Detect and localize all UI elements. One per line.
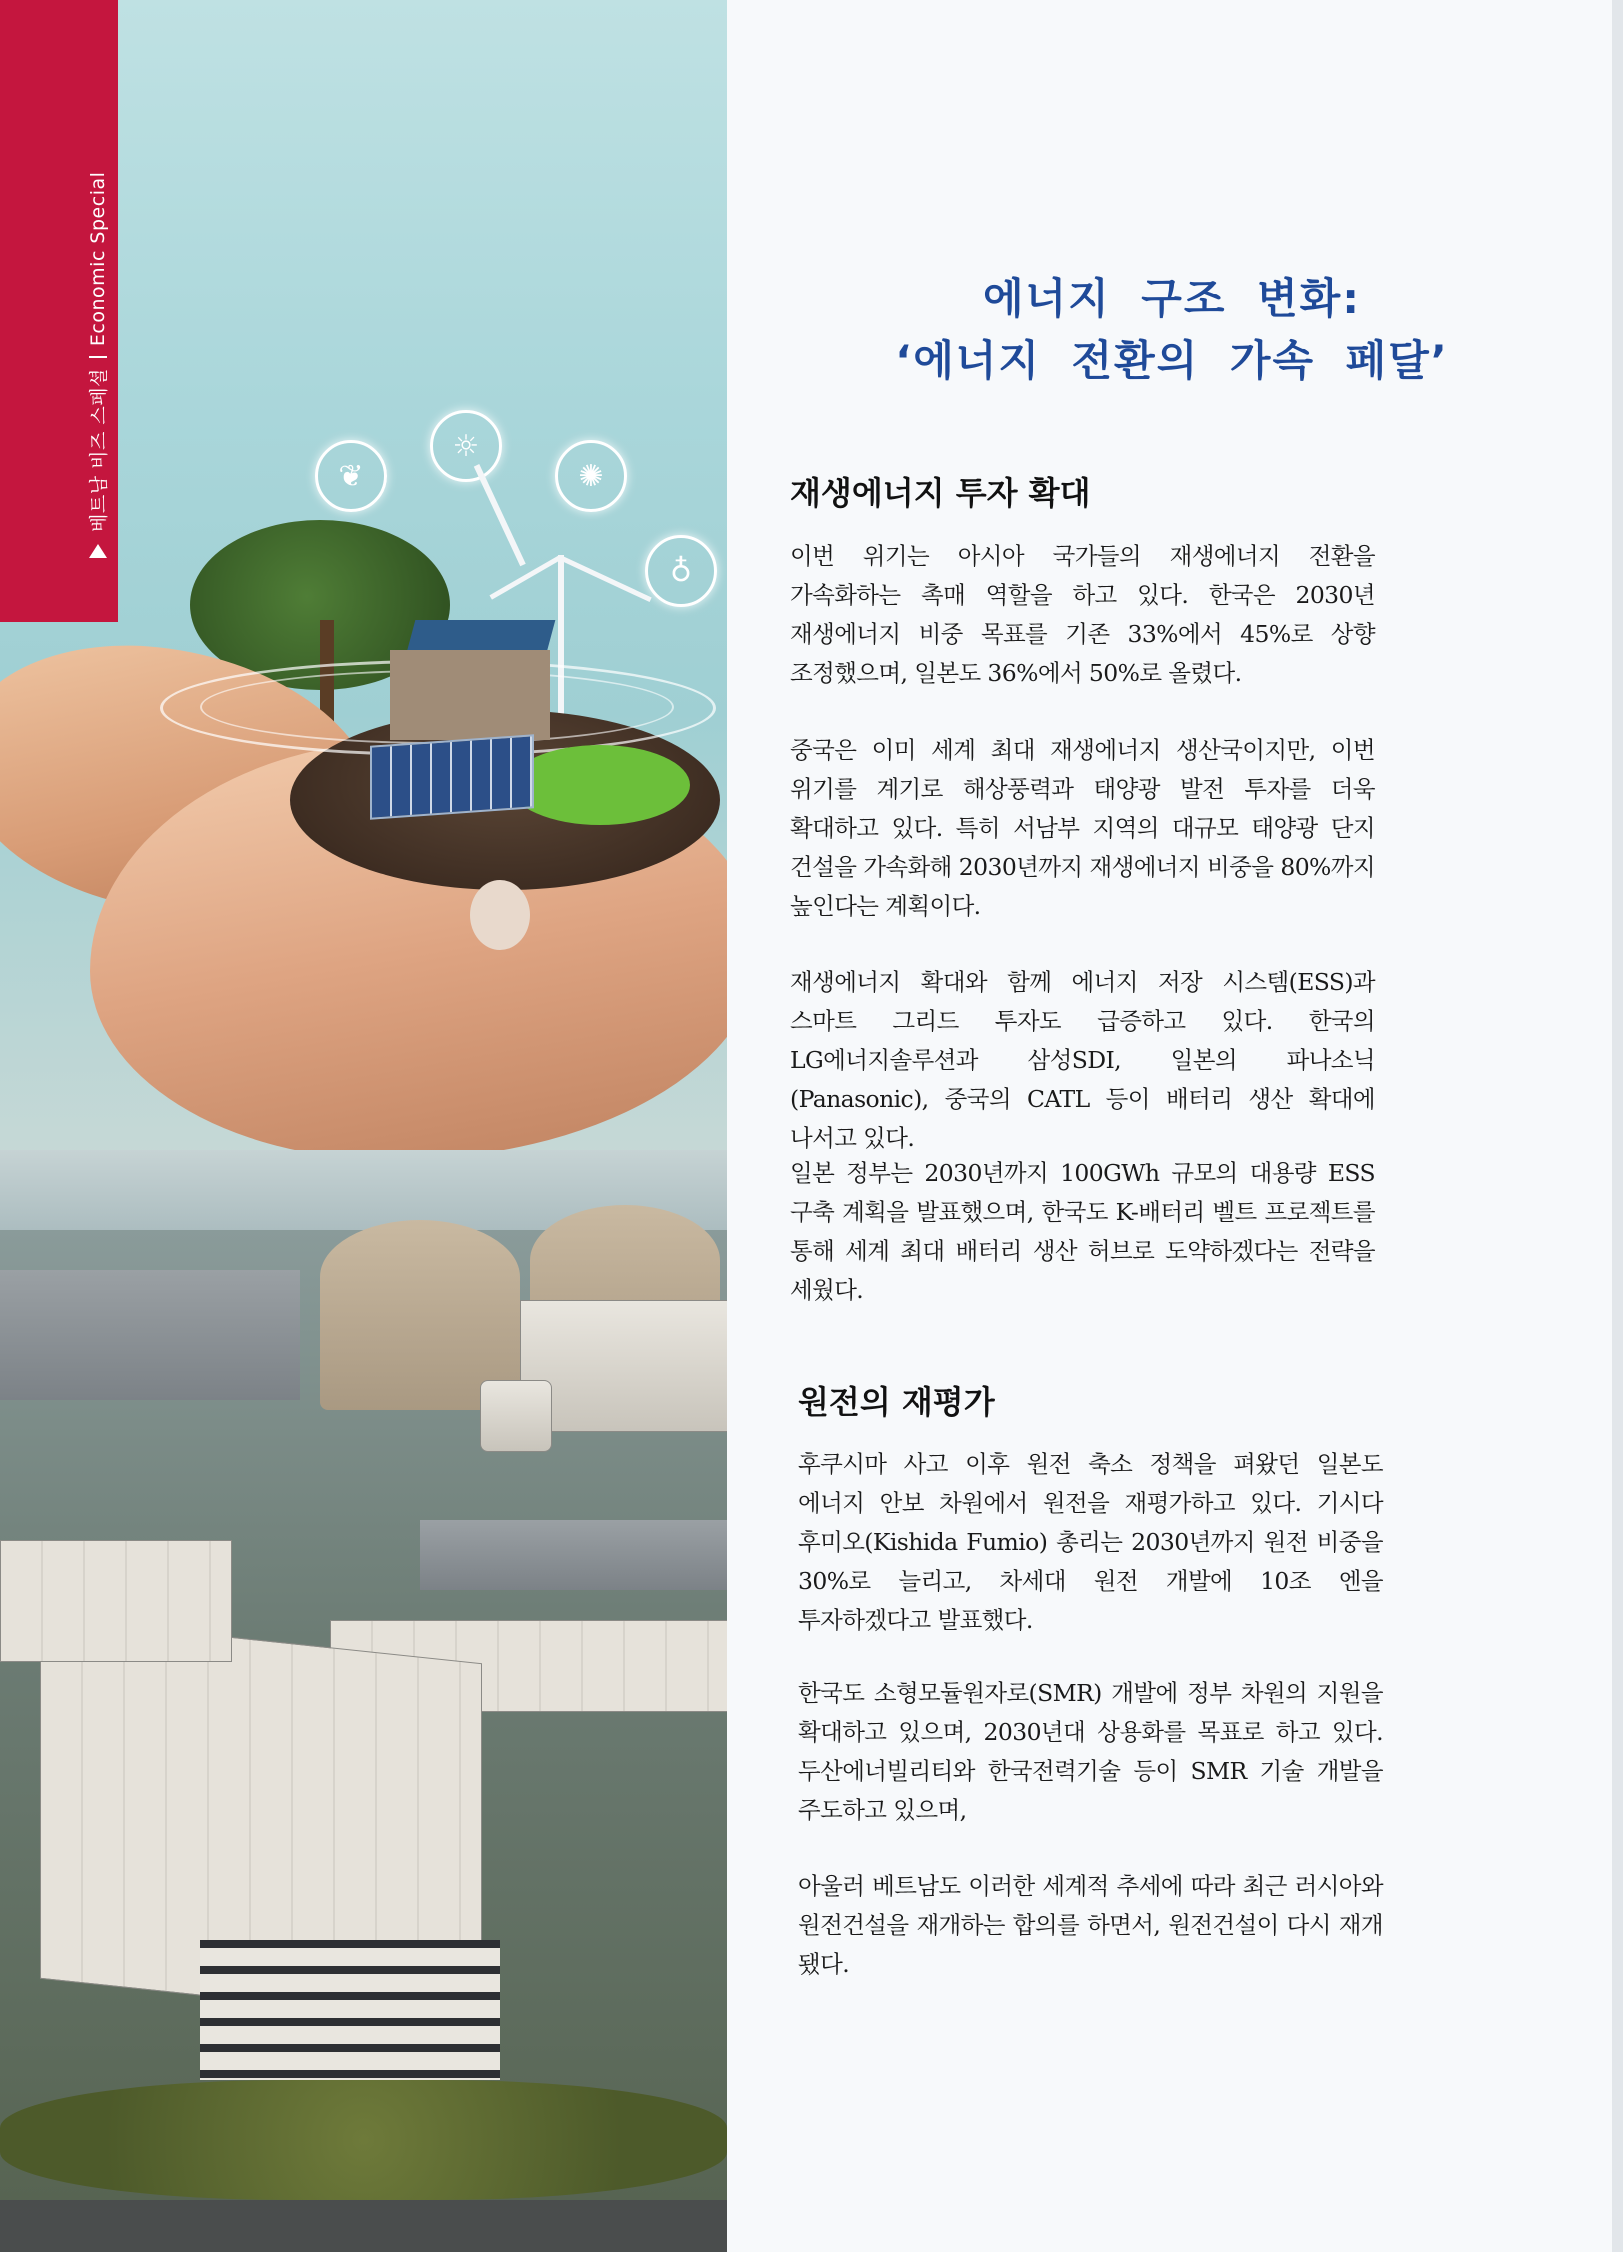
paragraph: 이번 위기는 아시아 국가들의 재생에너지 전환을 가속화하는 촉매 역할을 하고 있다. 한국은 2030년 재생에너지 비중 목표를 기존 33%에서 45%로 상향 조정했으며, 일본도 36%에서 50%로 올렸다. (790, 542, 1375, 687)
small-house (390, 650, 550, 740)
paragraph: 한국도 소형모듈원자로(SMR) 개발에 정부 차원의 지원을 확대하고 있으며, 2030년대 상용화를 목표로 하고 있다. 두산에너빌리티와 한국전력기술 등이 SMR 기술 개발을 주도하고 있으며, (798, 1679, 1383, 1824)
water-drop-icon: ♁ (645, 535, 717, 607)
tag-divider (89, 356, 107, 358)
solar-panel (370, 734, 534, 819)
paragraph: 아울러 베트남도 이러한 세계적 추세에 따라 최근 러시아와 원전건설을 재개하는 합의를 하면서, 원전건설이 다시 재개 됐다. (798, 1872, 1383, 1978)
building-roof (0, 1540, 232, 1662)
turbine-hall (0, 1270, 300, 1400)
paragraph: 후쿠시마 사고 이후 원전 축소 정책을 펴왔던 일본도 에너지 안보 차원에서 원전을 재평가하고 있다. 기시다 후미오(Kishida Fumio) 총리는 2030년까지 원전 비중을 30%로 늘리고, 차세대 원전 개발에 10조 엔을 투자하겠다고 발표했다. (798, 1450, 1383, 1634)
article-title-line1: 에너지 구조 변화: (982, 274, 1362, 323)
article (727, 0, 1612, 2252)
paragraph: 일본 정부는 2030년까지 100GWh 규모의 대용량 ESS 구축 계획을 발표했으며, 한국도 K-배터리 벨트 프로젝트를 통해 세계 최대 배터리 생산 허브로 도약하겠다는 전략을 세웠다. (790, 1159, 1375, 1304)
section-tag (84, 172, 111, 560)
section-heading: 원전의 재평가 (798, 1383, 995, 1421)
paragraph: 중국은 이미 세계 최대 재생에너지 생산국이지만, 이번 위기를 계기로 해상풍력과 태양광 발전 투자를 더욱 확대하고 있다. 특히 서남부 지역의 대규모 태양광 단지 건설을 가속화해 2030년까지 재생에너지 비중을 80%까지 높인다는 계획이다. (790, 736, 1375, 920)
page-edge (1612, 0, 1623, 2252)
storage-tank (480, 1380, 552, 1452)
article-title-line2: ‘에너지 전환의 가속 페달’ (895, 336, 1449, 385)
paragraph: 재생에너지 확대와 함께 에너지 저장 시스템(ESS)과 스마트 그리드 투자도 급증하고 있다. 한국의 LG에너지솔루션과 삼성SDI, 일본의 파나소닉(Panasonic), 중국의 CATL 등이 배터리 생산 확대에 나서고 있다. (790, 968, 1375, 1152)
article-title (787, 268, 1557, 392)
grass-patch (510, 745, 690, 825)
sun-icon: ✺ (555, 440, 627, 512)
section-tag-english: Economic Special (86, 171, 109, 347)
section-tag-korean: 베트남 비즈 스페셜 (88, 368, 110, 532)
warehouse-roof (420, 1520, 727, 1590)
building-windows (200, 1940, 500, 2080)
thumbnail-nail (470, 880, 530, 950)
home-icon (89, 544, 107, 558)
lightbulb-icon: ☼ (430, 410, 502, 482)
tree-cluster (0, 2080, 727, 2200)
section-heading: 재생에너지 투자 확대 (790, 474, 1091, 512)
road (0, 2200, 727, 2252)
leaf-icon: ❦ (315, 440, 387, 512)
